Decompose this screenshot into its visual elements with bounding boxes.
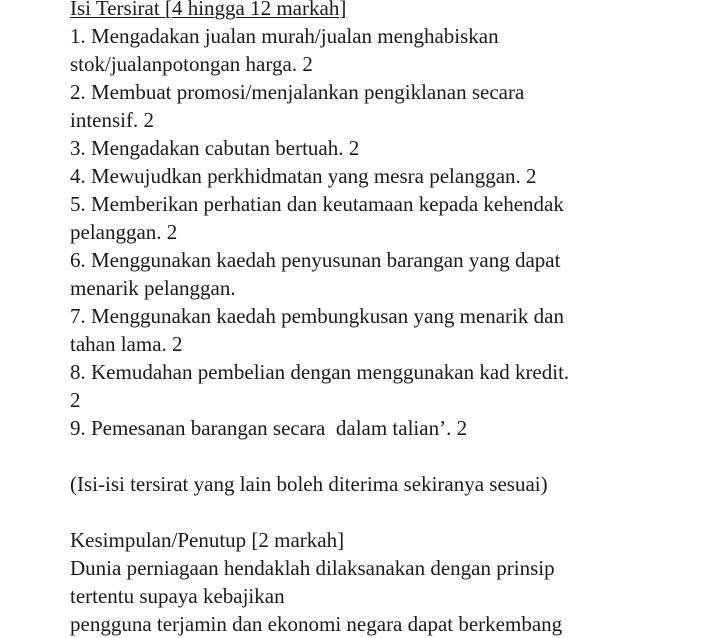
list-item-line: 5. Memberikan perhatian dan keutamaan kepada kehendak: [70, 192, 564, 216]
list-item-line: 2. Membuat promosi/menjalankan pengiklanan secara: [70, 80, 525, 104]
list-item-line: 8. Kemudahan pembelian dengan menggunakan kad kredit.: [70, 360, 570, 384]
list-item-line: 9. Pemesanan barangan secara dalam talian’. 2: [70, 416, 468, 440]
list-item-line: pelanggan. 2: [70, 220, 178, 244]
list-item-line: tahan lama. 2: [70, 332, 183, 356]
list-item-line: 4. Mewujudkan perkhidmatan yang mesra pelanggan. 2: [70, 164, 537, 188]
blank-line: [70, 498, 670, 526]
paragraph-line-cut: pengguna terjamin dan ekonomi negara dapat berkembang: [70, 612, 563, 636]
section-heading-isi-tersirat: Isi Tersirat [4 hingga 12 markah]: [70, 0, 347, 20]
document-page: [70, 0, 670, 638]
list-item-line: 1. Mengadakan jualan murah/jualan menghabiskan: [70, 24, 499, 48]
list-item-line: 7. Menggunakan kaedah pembungkusan yang menarik dan: [70, 304, 564, 328]
paragraph-line: Dunia perniagaan hendaklah dilaksanakan dengan prinsip: [70, 556, 555, 580]
list-item-line: stok/jualanpotongan harga. 2: [70, 52, 313, 76]
note-paragraph: (Isi-isi tersirat yang lain boleh diterima sekiranya sesuai): [70, 472, 548, 496]
isi-tersirat-list: [70, 22, 670, 442]
list-item-line: 6. Menggunakan kaedah penyusunan barangan yang dapat: [70, 248, 561, 272]
kesimpulan-paragraph: [70, 554, 670, 638]
list-item-line: 2: [70, 388, 81, 412]
list-item-line: intensif. 2: [70, 108, 154, 132]
list-item-line: 3. Mengadakan cabutan bertuah. 2: [70, 136, 360, 160]
list-item-line: menarik pelanggan.: [70, 276, 236, 300]
section-heading-kesimpulan: Kesimpulan/Penutup [2 markah]: [70, 528, 345, 552]
blank-line: [70, 442, 670, 470]
paragraph-line: tertentu supaya kebajikan: [70, 584, 285, 608]
